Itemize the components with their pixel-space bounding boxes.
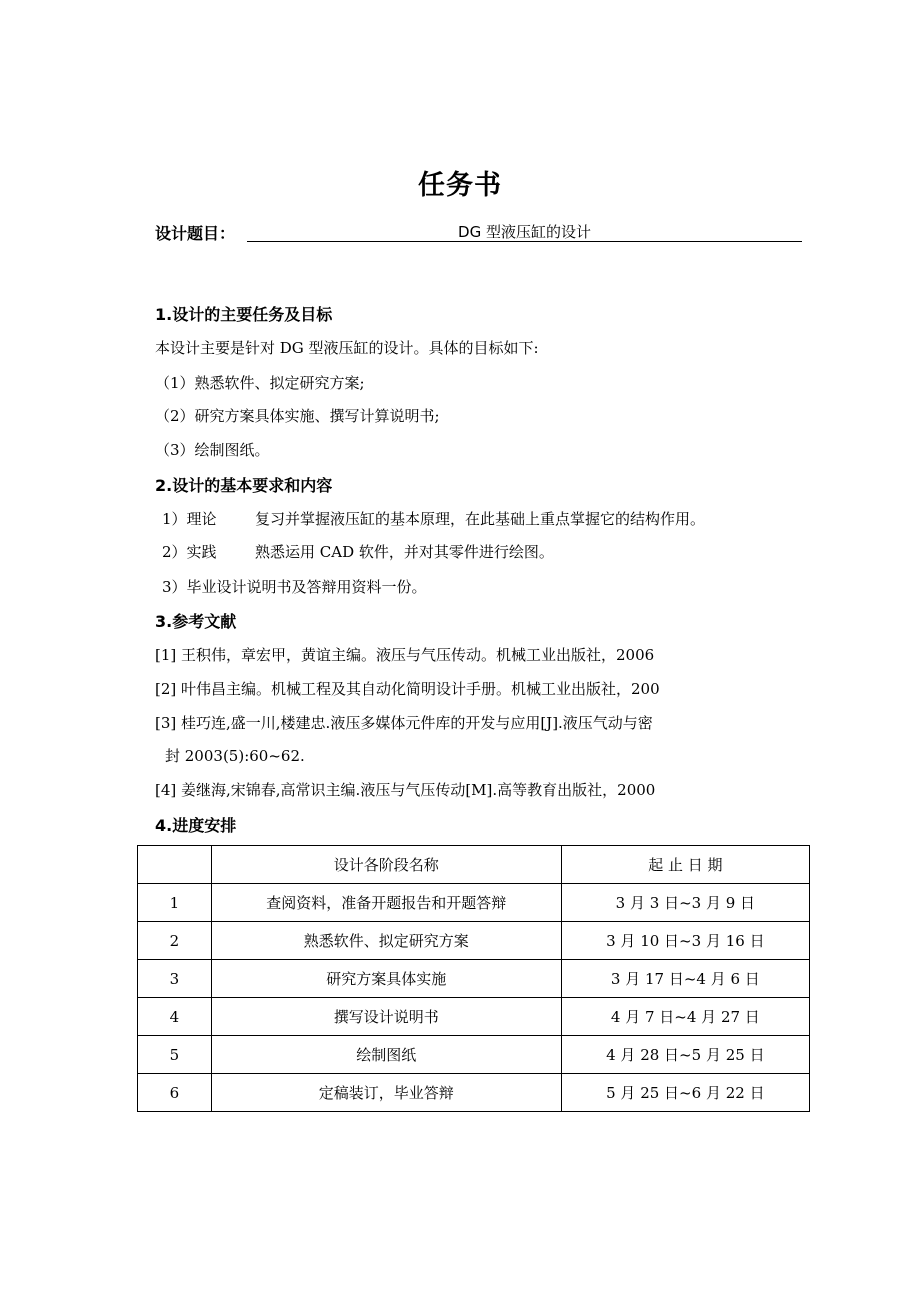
reference-item: [4] 姜继海,宋锦春,高常识主编.液压与气压传动[M].高等教育出版社，2000 xyxy=(155,781,656,799)
section2-item-label: 1）理论 xyxy=(162,510,217,528)
design-subject xyxy=(155,221,805,245)
page-title: 任务书 xyxy=(418,170,502,201)
section2-item-text: 复习并掌握液压缸的基本原理，在此基础上重点掌握它的结构作用。 xyxy=(255,510,706,528)
section1-item: （3）绘制图纸。 xyxy=(155,441,270,459)
section2-heading: 2.设计的基本要求和内容 xyxy=(155,476,333,495)
table-header-row xyxy=(138,846,810,884)
reference-item-continued: 封 2003(5):60~62. xyxy=(165,747,305,765)
table-cell-dates: 3 月 3 日~3 月 9 日 xyxy=(561,884,809,922)
section1-item: （2）研究方案具体实施、撰写计算说明书; xyxy=(155,407,440,425)
table-cell-stage: 熟悉软件、拟定研究方案 xyxy=(211,922,561,960)
section2-item-text: 熟悉运用 CAD 软件，并对其零件进行绘图。 xyxy=(255,543,554,561)
table-cell-dates: 5 月 25 日~6 月 22 日 xyxy=(561,1074,809,1112)
table-cell-stage: 定稿装订，毕业答辩 xyxy=(211,1074,561,1112)
table-cell-dates: 4 月 28 日~5 月 25 日 xyxy=(561,1036,809,1074)
table-cell-index: 5 xyxy=(138,1036,212,1074)
table-row xyxy=(138,960,810,998)
subject-value: DG 型液压缸的设计 xyxy=(458,223,591,241)
table-cell-stage: 研究方案具体实施 xyxy=(211,960,561,998)
table-header-cell: 起 止 日 期 xyxy=(561,846,809,884)
reference-item: [2] 叶伟昌主编。机械工程及其自动化简明设计手册。机械工业出版社，200 xyxy=(155,680,660,698)
table-cell-index: 1 xyxy=(138,884,212,922)
table-header-cell xyxy=(138,846,212,884)
table-cell-index: 3 xyxy=(138,960,212,998)
section1-heading: 1.设计的主要任务及目标 xyxy=(155,305,333,324)
table-cell-dates: 4 月 7 日~4 月 27 日 xyxy=(561,998,809,1036)
table-cell-index: 4 xyxy=(138,998,212,1036)
table-cell-stage: 撰写设计说明书 xyxy=(211,998,561,1036)
section4-heading: 4.进度安排 xyxy=(155,816,237,835)
section1-item: （1）熟悉软件、拟定研究方案; xyxy=(155,374,365,392)
section2-item-label: 3）毕业设计说明书及答辩用资料一份。 xyxy=(162,578,427,596)
table-row xyxy=(138,922,810,960)
table-row xyxy=(138,1036,810,1074)
reference-item: [1] 王积伟，章宏甲，黄谊主编。液压与气压传动。机械工业出版社，2006 xyxy=(155,646,655,664)
subject-label: 设计题目： xyxy=(155,224,236,243)
table-header-cell: 设计各阶段名称 xyxy=(211,846,561,884)
schedule-table xyxy=(137,845,810,1112)
table-row xyxy=(138,884,810,922)
section3-heading: 3.参考文献 xyxy=(155,612,237,631)
table-row xyxy=(138,998,810,1036)
reference-item: [3] 桂巧连,盛一川,楼建忠.液压多媒体元件库的开发与应用[J].液压气动与密 xyxy=(155,714,653,732)
section1-intro: 本设计主要是针对 DG 型液压缸的设计。具体的目标如下: xyxy=(155,339,539,357)
table-cell-stage: 绘制图纸 xyxy=(211,1036,561,1074)
table-cell-index: 2 xyxy=(138,922,212,960)
table-cell-dates: 3 月 10 日~3 月 16 日 xyxy=(561,922,809,960)
table-row xyxy=(138,1074,810,1112)
section2-item-label: 2）实践 xyxy=(162,543,217,561)
table-cell-dates: 3 月 17 日~4 月 6 日 xyxy=(561,960,809,998)
table-cell-stage: 查阅资料，准备开题报告和开题答辩 xyxy=(211,884,561,922)
table-cell-index: 6 xyxy=(138,1074,212,1112)
